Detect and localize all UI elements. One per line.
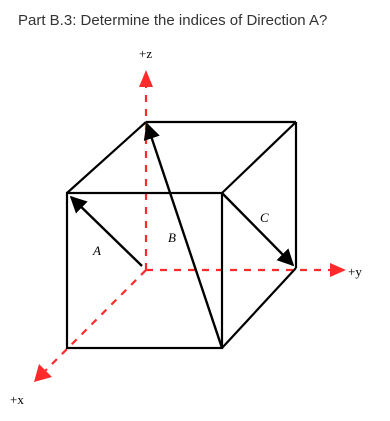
x-axis-label: +x bbox=[10, 392, 24, 407]
question-title: Part B.3: Determine the indices of Direction A? bbox=[18, 12, 328, 29]
vector-c-label: C bbox=[260, 210, 269, 225]
axes-group bbox=[34, 70, 346, 382]
vector-c-arrow bbox=[222, 193, 293, 265]
x-axis-line bbox=[44, 270, 146, 372]
y-axis-label: +y bbox=[348, 264, 362, 279]
vector-b-label: B bbox=[168, 230, 176, 245]
vector-b-arrow bbox=[147, 124, 222, 348]
vector-a-label: A bbox=[93, 243, 101, 258]
z-axis-label: +z bbox=[139, 46, 153, 61]
z-axis-arrowhead bbox=[139, 70, 153, 87]
vector-a-arrow bbox=[71, 197, 142, 266]
y-axis-arrowhead bbox=[330, 263, 346, 277]
x-axis-arrowhead bbox=[34, 364, 52, 382]
